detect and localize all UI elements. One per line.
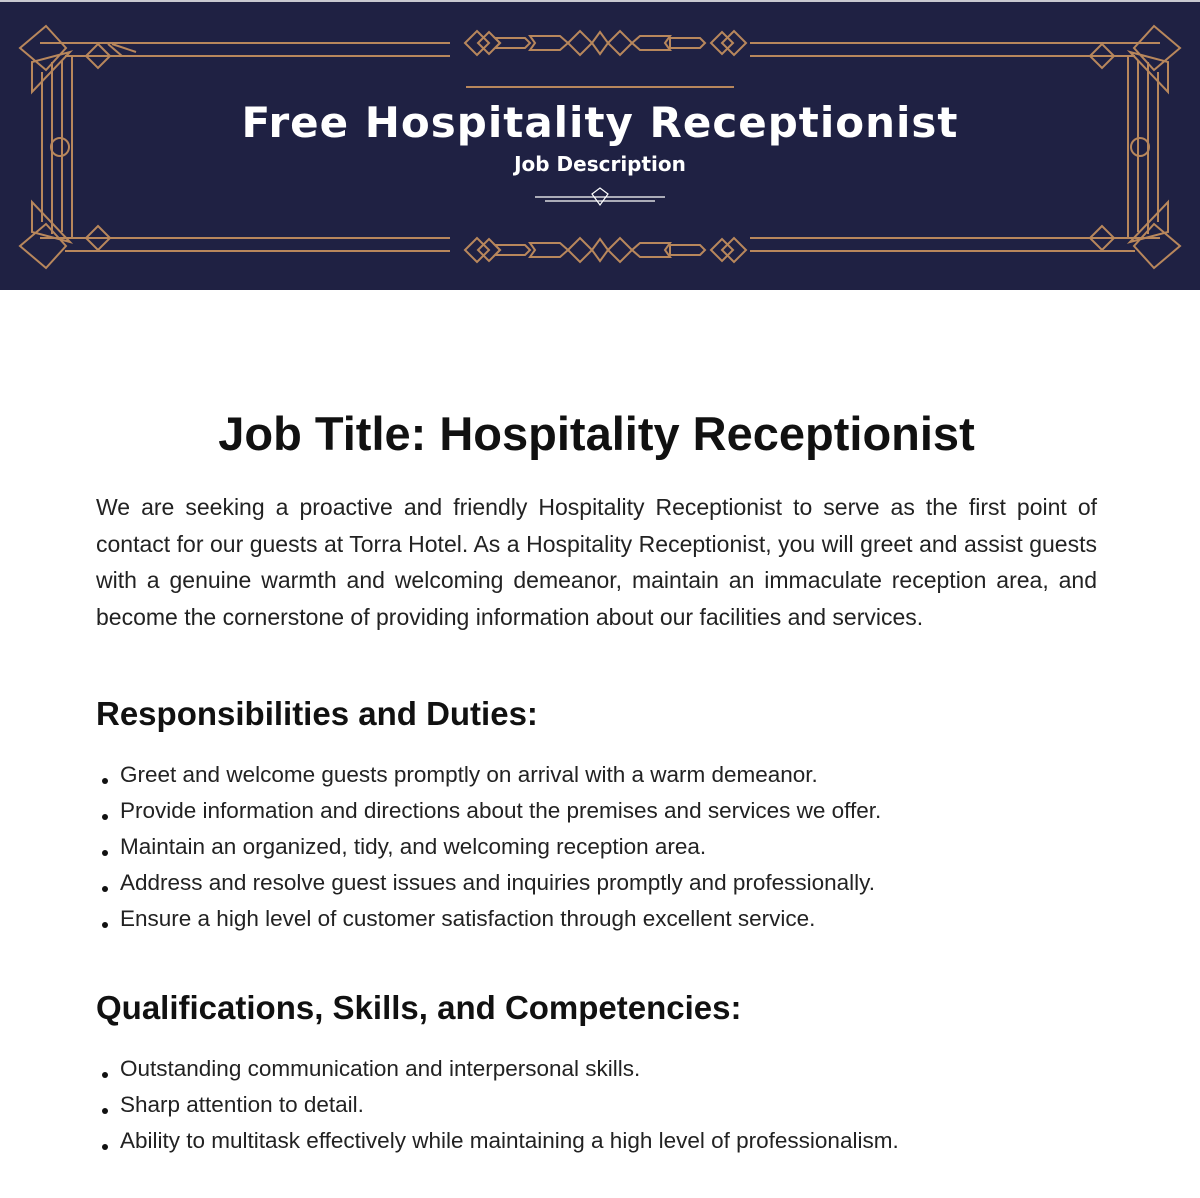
list-item: Maintain an organized, tidy, and welcoming reception area.: [96, 829, 1097, 865]
list-item: Ability to multitask effectively while maintaining a high level of professionalism.: [96, 1123, 1097, 1159]
qualifications-list: [96, 1051, 1097, 1159]
list-item: Sharp attention to detail.: [96, 1087, 1097, 1123]
list-item: Greet and welcome guests promptly on arrival with a warm demeanor.: [96, 757, 1097, 793]
section-heading-responsibilities: Responsibilities and Duties:: [96, 695, 538, 732]
section-heading-qualifications: Qualifications, Skills, and Competencies:: [96, 989, 742, 1026]
document-body: [96, 405, 1097, 1159]
responsibilities-list: [96, 757, 1097, 937]
intro-paragraph: We are seeking a proactive and friendly Hospitality Receptionist to serve as the first point of contact for our guests at Torra Hotel. As a Hospitality Receptionist, you will greet and assist guests with a genuine warmth and welcoming demeanor, maintain an immaculate reception area, and become the cornerstone of providing information about our facilities and services.: [96, 494, 1097, 630]
banner-subtitle: Job Description: [514, 152, 686, 176]
list-item: Ensure a high level of customer satisfaction through excellent service.: [96, 901, 1097, 937]
list-item: Provide information and directions about the premises and services we offer.: [96, 793, 1097, 829]
list-item: Address and resolve guest issues and inquiries promptly and professionally.: [96, 865, 1097, 901]
banner-title: Free Hospitality Receptionist: [241, 98, 959, 147]
header-banner: [0, 0, 1200, 290]
list-item: Outstanding communication and interpersonal skills.: [96, 1051, 1097, 1087]
job-title: Job Title: Hospitality Receptionist: [218, 407, 975, 460]
art-deco-frame-icon: [0, 2, 1200, 292]
